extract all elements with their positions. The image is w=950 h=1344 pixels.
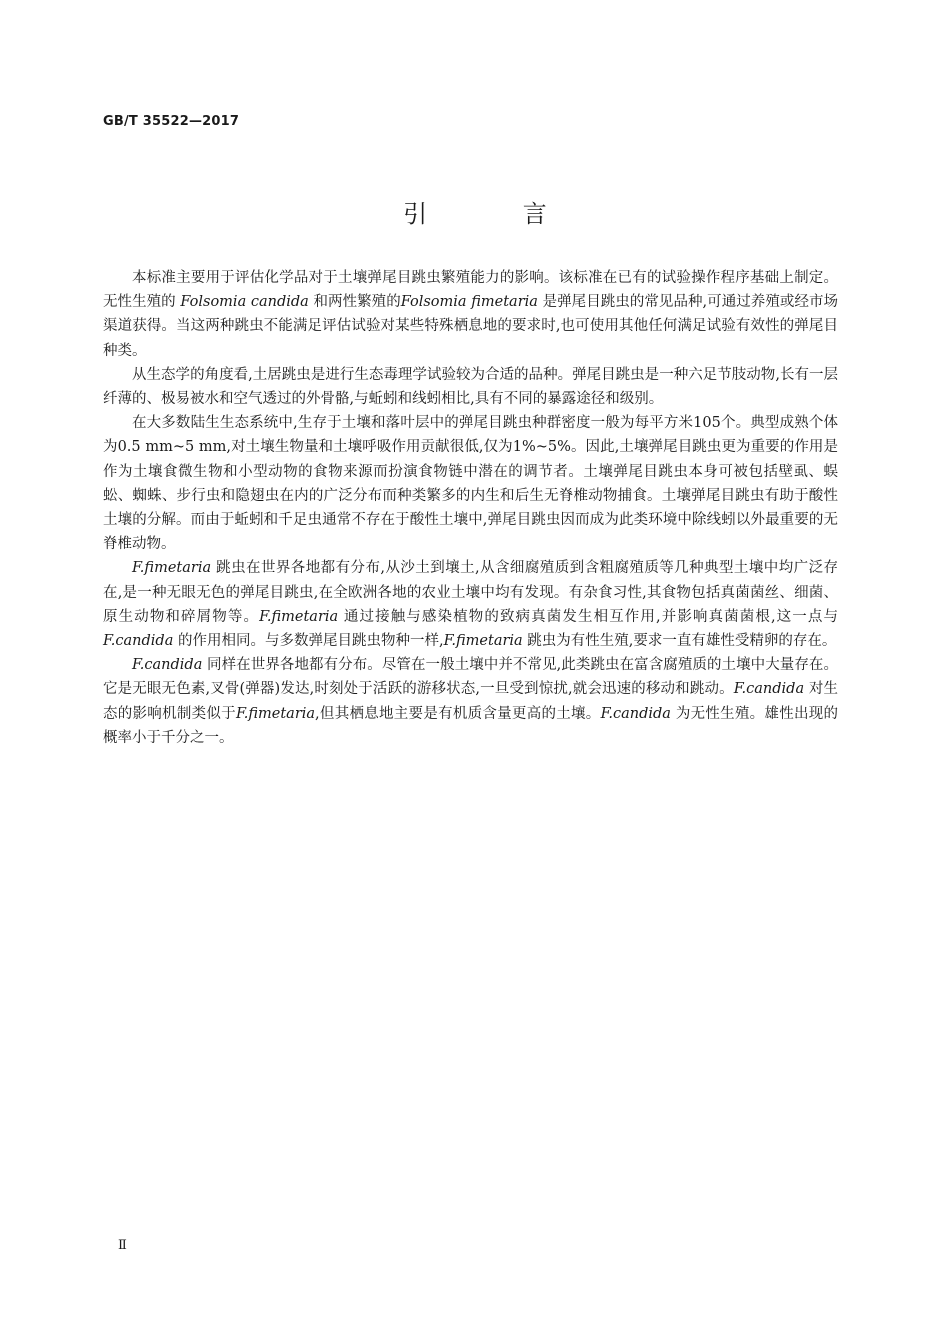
body-text (103, 266, 838, 750)
text-run: 在大多数陆生生态系统中,生存于土壤和落叶层中的弹尾目跳虫种群密度一般为每平方米105个。典型成熟个体为0.5 mm~5 mm,对土壤生物量和土壤呼吸作用贡献很低,仅为1%~5%。因此,土壤弹尾目跳虫更为重要的作用是作为土壤食微生物和小型动物的食物来源而扮演食物链中潜在的调节者。土壤弹尾目跳虫本身可被包括壁虱、蜈蚣、蜘蛛、步行虫和隐翅虫在内的广泛分布而种类繁多的内生和后生无脊椎动物捕食。土壤弹尾目跳虫有助于酸性土壤的分解。而由于蚯蚓和千足虫通常不存在于酸性土壤中,弹尾目跳虫因而成为此类环境中除线蚓以外最重要的无脊椎动物。 (103, 415, 838, 553)
species-name: F.fimetaria (235, 705, 316, 722)
text-run: 本标准主要用于评估化学品对于土壤弹尾目跳虫繁殖能力的影响。该标准在已有的试验操作程序基础上制定。无性生殖的 (103, 270, 838, 311)
paragraph (103, 653, 838, 750)
species-name: F.candida (733, 681, 805, 698)
species-name: Folsomia candida (180, 294, 309, 311)
text-run: 通过接触与感染植物的致病真菌发生相互作用,并影响真菌菌根,这一点与 (338, 608, 838, 625)
paragraph (103, 411, 838, 556)
text-run: 从生态学的角度看,土居跳虫是进行生态毒理学试验较为合适的品种。弹尾目跳虫是一种六足节肢动物,长有一层纤薄的、极易被水和空气透过的外骨骼,与蚯蚓和线蚓相比,具有不同的暴露途径和级别。 (103, 366, 838, 408)
text-run: 对生态的影响机制类似于 (103, 681, 839, 722)
page-number: Ⅱ (118, 1238, 127, 1253)
text-run: 和两性繁殖的 (308, 294, 401, 311)
standard-number: GB/T 35522—2017 (103, 114, 240, 129)
text-run: 跳虫为有性生殖,要求一直有雄性受精卵的存在。 (522, 633, 837, 650)
page-title: 引 言 (403, 200, 591, 228)
species-name: F.candida (600, 705, 671, 722)
species-name: F.fimetaria (259, 608, 339, 625)
text-run: 是弹尾目跳虫的常见品种,可通过养殖或经市场渠道获得。当这两种跳虫不能满足评估试验对某些特殊栖息地的要求时,也可使用其他任何满足试验有效性的弹尾目种类。 (103, 294, 839, 359)
paragraph (103, 363, 838, 411)
species-name: F.candida (103, 633, 174, 650)
paragraph (103, 266, 838, 363)
paragraph (103, 556, 838, 653)
text-run: 同样在世界各地都有分布。尽管在一般土壤中并不常见,此类跳虫在富含腐殖质的土壤中大量存在。它是无眼无色素,叉骨(弹器)发达,时刻处于活跃的游移状态,一旦受到惊扰,就会迅速的移动和跳动。 (103, 657, 838, 698)
text-run: 跳虫在世界各地都有分布,从沙土到壤土,从含细腐殖质到含粗腐殖质等几种典型土壤中均广泛存在,是一种无眼无色的弹尾目跳虫,在全欧洲各地的农业土壤中均有发现。有杂食习性,其食物包括真菌菌丝、细菌、原生动物和碎屑物等。 (103, 560, 838, 625)
species-name: F.candida (132, 657, 203, 674)
species-name: Folsomia fimetaria (400, 294, 538, 311)
text-run: 为无性生殖。雄性出现的概率小于千分之一。 (103, 705, 839, 746)
text-run: 的作用相同。与多数弹尾目跳虫物种一样, (173, 633, 444, 650)
species-name: F.fimetaria (443, 633, 523, 650)
species-name: F.fimetaria (132, 560, 212, 577)
text-run: ,但其栖息地主要是有机质含量更高的土壤。 (315, 705, 601, 722)
